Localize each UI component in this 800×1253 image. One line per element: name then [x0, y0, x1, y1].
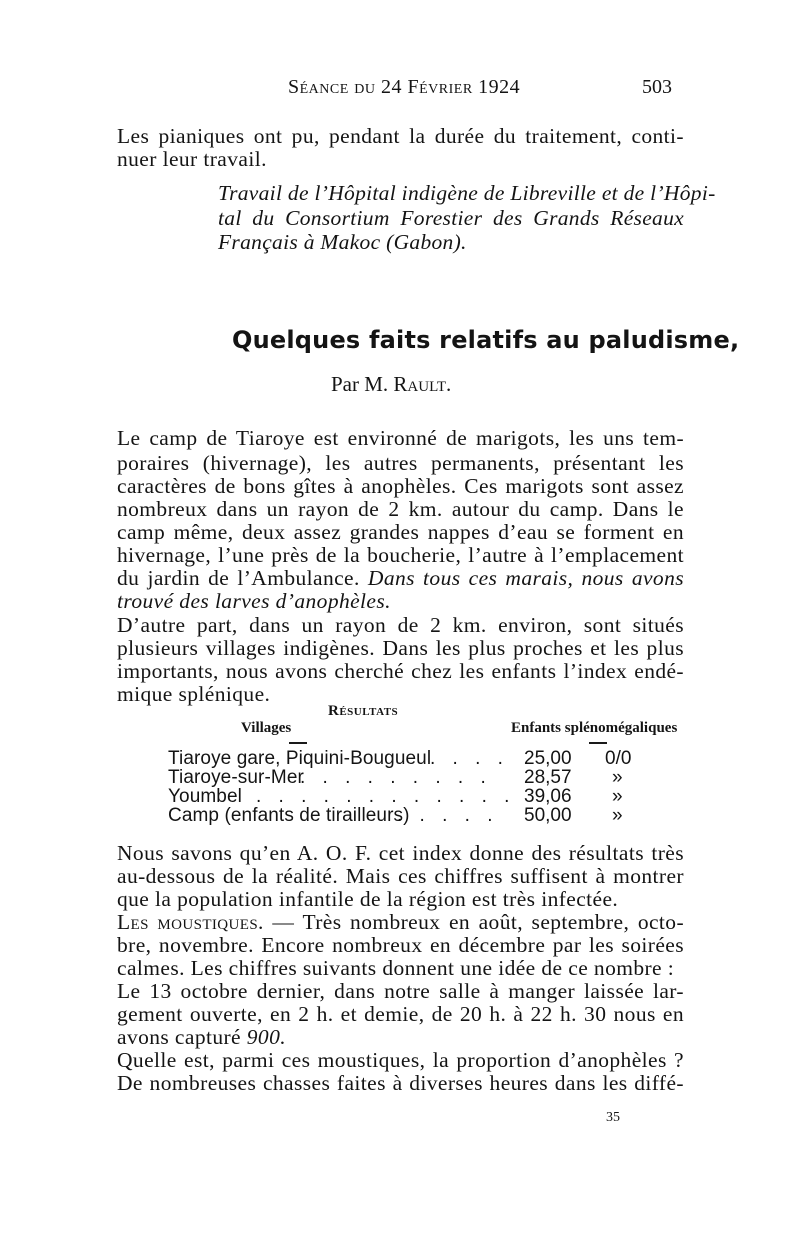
- row-village: Tiaroye gare, Piquini-Bougueul: [168, 748, 432, 769]
- row-value: 25,00: [524, 748, 572, 769]
- paragraph-3-line-2: au-dessous de la réalité. Mais ces chiffres suffisent à montrer: [117, 864, 684, 888]
- byline-prefix: Par M.: [331, 372, 389, 396]
- row-village: Youmbel: [168, 786, 242, 807]
- paragraph-2-line-4: mique splénique.: [117, 682, 271, 706]
- row-leader-dots: . . . . .: [397, 805, 499, 826]
- paragraph-5-line-2: gement ouverte, en 2 h. et demie, de 20 h. à 22 h. 30 nous en: [117, 1002, 684, 1026]
- paragraph-4-line-1: [117, 910, 684, 935]
- section-lead-moustiques: Les moustiques.: [117, 910, 264, 934]
- source-note-line-3: Français à Makoc (Gabon).: [218, 230, 467, 254]
- paragraph-2-line-3: importants, nous avons cherché chez les enfants l’index endé-: [117, 659, 684, 683]
- results-heading: Résultats: [328, 703, 399, 719]
- row-leader-dots: . . . . . . . . . . . .: [256, 786, 516, 807]
- paragraph-5-line-3: [117, 1025, 286, 1050]
- column-divider-villages: [289, 742, 307, 744]
- signature-mark: 35: [606, 1110, 620, 1125]
- row-value: 39,06: [524, 786, 572, 807]
- paragraph-1-line-6: hivernage, l’une près de la boucherie, l’autre à l’emplacement: [117, 543, 684, 567]
- intro-line-2: nuer leur travail.: [117, 147, 267, 171]
- row-unit: »: [612, 786, 623, 807]
- paragraph-1-line-2: poraires (hivernage), les autres permanents, présentant les: [117, 451, 684, 475]
- paragraph-6-line-1: Quelle est, parmi ces moustiques, la proportion d’anophèles ?: [117, 1048, 684, 1072]
- paragraph-1-line-8: trouvé des larves d’anophèles.: [117, 589, 391, 613]
- row-village: Camp (enfants de tirailleurs): [168, 805, 410, 826]
- source-note-line-1: Travail de l’Hôpital indigène de Libreville et de l’Hôpi-: [218, 181, 716, 205]
- source-note-line-2: tal du Consortium Forestier des Grands Réseaux: [218, 206, 684, 230]
- paragraph-2-line-1: D’autre part, dans un rayon de 2 km. environ, sont situés: [117, 613, 684, 637]
- paragraph-5-line-3-plain: avons capturé: [117, 1025, 241, 1049]
- column-header-enfants: Enfants splénomégaliques: [511, 720, 678, 736]
- paragraph-4-line-3: calmes. Les chiffres suivants donnent une idée de ce nombre :: [117, 956, 675, 980]
- paragraph-1-line-1: Le camp de Tiaroye est environné de marigots, les uns tem-: [117, 426, 684, 450]
- paragraph-1-line-3: caractères de bons gîtes à anophèles. Ces marigots sont assez: [117, 474, 684, 498]
- paragraph-1-line-7-italic: Dans tous ces marais, nous avons: [367, 566, 684, 590]
- running-header-title: Séance du 24 Février 1924: [288, 76, 521, 98]
- row-village: Tiaroye-sur-Mer: [168, 767, 304, 788]
- row-unit: 0/0: [605, 748, 632, 769]
- page-number: 503: [642, 76, 672, 98]
- paragraph-5-line-1: Le 13 octobre dernier, dans notre salle à manger laissée lar-: [117, 979, 684, 1003]
- paragraph-3-line-1: Nous savons qu’en A. O. F. cet index donne des résultats très: [117, 841, 684, 865]
- row-unit: »: [612, 805, 623, 826]
- paragraph-3-line-3: que la population infantile de la région est très infectée.: [117, 887, 619, 911]
- paragraph-2-line-2: plusieurs villages indigènes. Dans les plus proches et les plus: [117, 636, 684, 660]
- intro-line-1: Les pianiques ont pu, pendant la durée du traitement, conti-: [117, 124, 684, 148]
- paragraph-1-line-7: [117, 566, 684, 591]
- paragraph-6-line-2: De nombreuses chasses faites à diverses heures dans les diffé-: [117, 1071, 684, 1095]
- paragraph-1-line-5: camp même, deux assez grandes nappes d’eau se forment en: [117, 520, 684, 544]
- byline-author: Rault.: [393, 372, 452, 396]
- paragraph-5-line-3-italic: 900.: [246, 1025, 287, 1049]
- row-leader-dots: . . . .: [430, 748, 509, 769]
- row-leader-dots: . . . . . . . . .: [300, 767, 492, 788]
- row-value: 28,57: [524, 767, 572, 788]
- paragraph-4-line-2: bre, novembre. Encore nombreux en décembre par les soirées: [117, 933, 684, 957]
- paragraph-4-line-1-rest: — Très nombreux en août, septembre, octo-: [263, 910, 685, 934]
- paragraph-1-line-4: nombreux dans un rayon de 2 km. autour du camp. Dans le: [117, 497, 684, 521]
- row-value: 50,00: [524, 805, 572, 826]
- column-divider-enfants: [589, 742, 607, 744]
- article-title: Quelques faits relatifs au paludisme,: [232, 326, 740, 354]
- paragraph-1-line-7-plain: du jardin de l’Ambulance.: [117, 566, 360, 590]
- column-header-villages: Villages: [241, 720, 292, 736]
- article-byline: [331, 372, 451, 397]
- row-unit: »: [612, 767, 623, 788]
